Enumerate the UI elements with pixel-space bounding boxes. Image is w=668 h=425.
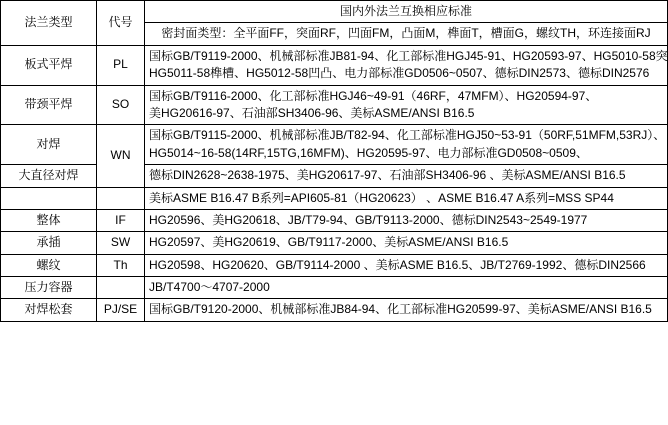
standard-line: 美HG20616-97、石油部SH3406-96、美标ASME/ANSI B16.5 [149,105,475,120]
standards-cell [145,165,668,187]
flange-type-cell: 压力容器 [1,277,97,299]
standards-cell [145,85,668,125]
code-cell: WN [97,125,145,187]
standard-line: 国标GB/T9119-2000、机械部标准JB81-94、化工部标准HGJ45-91、HG20593-97、HG5010-58突 [149,48,668,63]
standard-line: 国标GB/T9115-2000、机械部标准JB/T82-94、化工部标准HGJ50~53-91（50RF,51MFM,53RJ）、 [149,128,666,143]
standard-line: HG5014~16-58(14RF,15TG,16MFM)、HG20595-97、电力部标准GD0508~0509、 [149,145,588,160]
standards-cell [145,187,668,209]
standards-cell [145,45,668,85]
flange-type-cell: 大直径对焊 [1,165,97,187]
code-cell [97,277,145,299]
table-row [1,125,668,165]
standard-line: 国标GB/T9120-2000、机械部标准JB84-94、化工部标准HG20599-97、美标ASME/ANSI B16.5 [149,302,652,317]
table-title: 国内外法兰互换相应标准 [145,1,668,23]
table-row [1,187,668,209]
standards-cell [145,232,668,254]
flange-type-cell: 对焊 [1,125,97,165]
standards-cell [145,209,668,231]
code-cell: SW [97,232,145,254]
table-header-row [1,1,668,23]
code-cell: PJ/SE [97,299,145,321]
flange-type-cell: 板式平焊 [1,45,97,85]
code-cell: Th [97,254,145,276]
flange-type-cell: 对焊松套 [1,299,97,321]
table-row [1,254,668,276]
code-cell [97,187,145,209]
standard-line: HG20596、美HG20618、JB/T79-94、GB/T9113-2000、德标DIN2543~2549-1977 [149,212,588,227]
header-flange-type: 法兰类型 [1,1,97,46]
table-row [1,277,668,299]
header-code: 代号 [97,1,145,46]
code-cell: PL [97,45,145,85]
standards-cell [145,299,668,321]
table-row [1,232,668,254]
flange-type-cell: 整体 [1,209,97,231]
standard-line: HG20598、HG20620、GB/T9114-2000 、美标ASME B16.5、JB/T2769-1992、德标DIN2566 [149,257,646,272]
flange-type-cell: 带颈平焊 [1,85,97,125]
standard-line: 国标GB/T9116-2000、化工部标准HGJ46~49-91（46RF，47MFM）、HG20594-97、 [149,88,598,103]
table-row [1,45,668,85]
table-row [1,85,668,125]
table-row [1,209,668,231]
flange-type-cell: 承插 [1,232,97,254]
code-cell: IF [97,209,145,231]
sealing-face-note: 密封面类型：全平面FF，突面RF，凹面FM，凸面M，榫面T，槽面G，螺纹TH，环连接面RJ [145,23,668,45]
standard-line: HG5011-58榫槽、HG5012-58凹凸、电力部标准GD0506~0507、德标DIN2573、德标DIN2576 [149,66,650,81]
table-row [1,299,668,321]
standard-line: 美标ASME B16.47 B系列=API605-81（HG20623） 、ASME B16.47 A系列=MSS SP44 [149,190,614,205]
standards-cell [145,125,668,165]
standard-line: HG20597、美HG20619、GB/T9117-2000、美标ASME/ANSI B16.5 [149,235,509,250]
flange-type-cell: 螺纹 [1,254,97,276]
standards-cell [145,254,668,276]
standard-line: 德标DIN2628~2638-1975、美HG20617-97、石油部SH3406-96 、美标ASME/ANSI B16.5 [149,168,626,183]
standard-line: JB/T4700～4707-2000 [149,280,270,295]
standards-cell [145,277,668,299]
code-cell: SO [97,85,145,125]
flange-type-cell [1,187,97,209]
